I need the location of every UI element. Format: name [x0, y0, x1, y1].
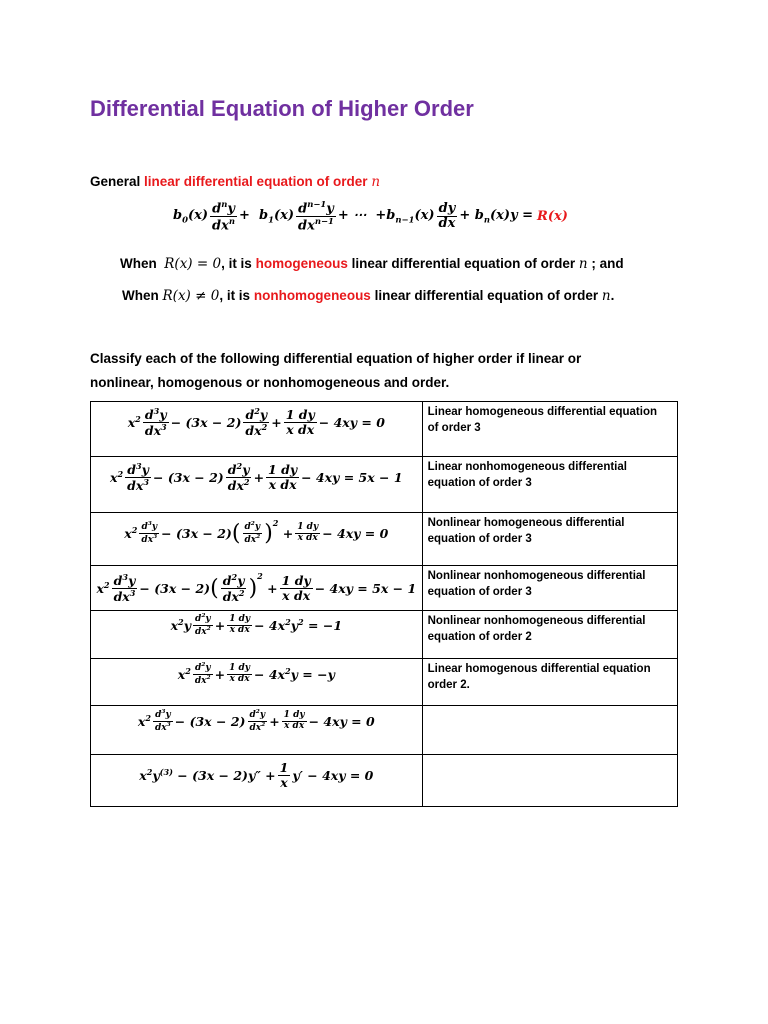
general-highlight: linear differential equation of order	[144, 174, 372, 189]
table-row	[91, 402, 678, 457]
order-var: n	[601, 288, 611, 304]
general-prefix: General	[90, 174, 145, 189]
equation-cell: $x^2$ $\frac{d^3y}{dx^3}$ − (3x − 2) $\frac{d^2y}{dx^2}$ + $\frac{1 dy}{\text{x dx}}$ − 4xy = 0	[91, 402, 423, 457]
table-row	[91, 566, 678, 611]
line-end: .	[610, 288, 615, 303]
nonhomogeneous-line	[122, 288, 614, 304]
equation-cell: $x^2y^{(3)} - (3x - 2)y''$ + $\frac{1}{x}$ y′ − 4xy = 0	[91, 755, 423, 807]
when-label: When	[120, 256, 157, 271]
answer-cell: Linear nonhomogeneous differential equation of order 3	[422, 457, 677, 513]
general-var: n	[371, 174, 381, 190]
table-row	[91, 659, 678, 706]
condition-zero: R(x) = 0	[164, 256, 222, 272]
general-equation: $b_0(x)$ $\frac{d^ny}{dx^n}$ + $b_1(x)$ $\frac{d^{n-1}y}{dx^{n-1}}$ + ⋯ $+b_{n-1}(x)$ $\frac{dy}{dx}$ + $b_n(x)y$ = R(x)	[173, 199, 568, 234]
line-rest: linear differential equation of order	[370, 288, 602, 303]
condition-nonzero: R(x) ≠ 0	[162, 288, 220, 304]
page-title: Differential Equation of Higher Order	[90, 96, 474, 121]
equation-cell: $x^2$ $\frac{d^3y}{dx^3}$ − (3x − 2) $\frac{d^2y}{dx^2}$ + $\frac{1 dy}{\text{x dx}}$ − 4xy = 5x − 1	[91, 457, 423, 513]
order-var: n	[578, 256, 588, 272]
equation-cell: $x^2$ $\frac{d^3y}{dx^3}$ − (3x − 2) ( $\frac{d^2y}{dx^2}$ ) $^2$ + $\frac{1 dy}{\text{x dx}}$ − 4xy = 0	[91, 513, 423, 566]
line-mid: , it is	[219, 288, 254, 303]
table-row	[91, 513, 678, 566]
answer-cell: Nonlinear nonhomogeneous differential equation of order 2	[422, 611, 677, 659]
table-row	[91, 755, 678, 807]
answer-cell: Linear homogenous differential equation order 2.	[422, 659, 677, 706]
equation-cell: $x^2$ $\frac{d^3y}{dx^3}$ − (3x − 2) ( $\frac{d^2y}{dx^2}$ ) $^2$ + $\frac{1 dy}{\text{x dx}}$ − 4xy = 5x − 1	[91, 566, 423, 611]
answer-cell: Nonlinear homogeneous differential equation of order 3	[422, 513, 677, 566]
equation-cell: $x^2$ $\frac{d^3y}{dx^3}$ − (3x − 2) $\frac{d^2y}{dx^2}$ + $\frac{1 dy}{\text{x dx}}$ − 4xy = 0	[91, 706, 423, 755]
nonhomogeneous-keyword: nonhomogeneous	[253, 288, 371, 303]
line-rest: linear differential equation of order	[347, 256, 579, 271]
equation-cell: $x^2$ $\frac{d^2y}{dx^2}$ + $\frac{1 dy}{\text{x dx}}$ − $4x^2y = -y$	[91, 659, 423, 706]
general-heading	[90, 174, 380, 190]
equation-cell: $x^2y$ $\frac{d^2y}{dx^2}$ + $\frac{1 dy}{\text{x dx}}$ − $4x^2y^2 = -1$	[91, 611, 423, 659]
instruction-line-1: Classify each of the following differential equation of higher order if linear or	[90, 351, 582, 366]
answer-cell	[422, 706, 677, 755]
answer-cell: Nonlinear nonhomogeneous differential equation of order 3	[422, 566, 677, 611]
table-row	[91, 457, 678, 513]
table-row	[91, 706, 678, 755]
homogeneous-line	[120, 256, 624, 272]
when-label: When	[122, 288, 159, 303]
homogeneous-keyword: homogeneous	[255, 256, 348, 271]
line-mid: , it is	[221, 256, 256, 271]
answer-cell: Linear homogeneous differential equation of order 3	[422, 402, 677, 457]
equation-rhs: R(x)	[537, 208, 568, 224]
classification-table	[90, 401, 678, 807]
instruction-line-2: nonlinear, homogenous or nonhomogeneous and order.	[90, 375, 450, 390]
answer-cell	[422, 755, 677, 807]
line-end: ; and	[587, 256, 624, 271]
table-row	[91, 611, 678, 659]
